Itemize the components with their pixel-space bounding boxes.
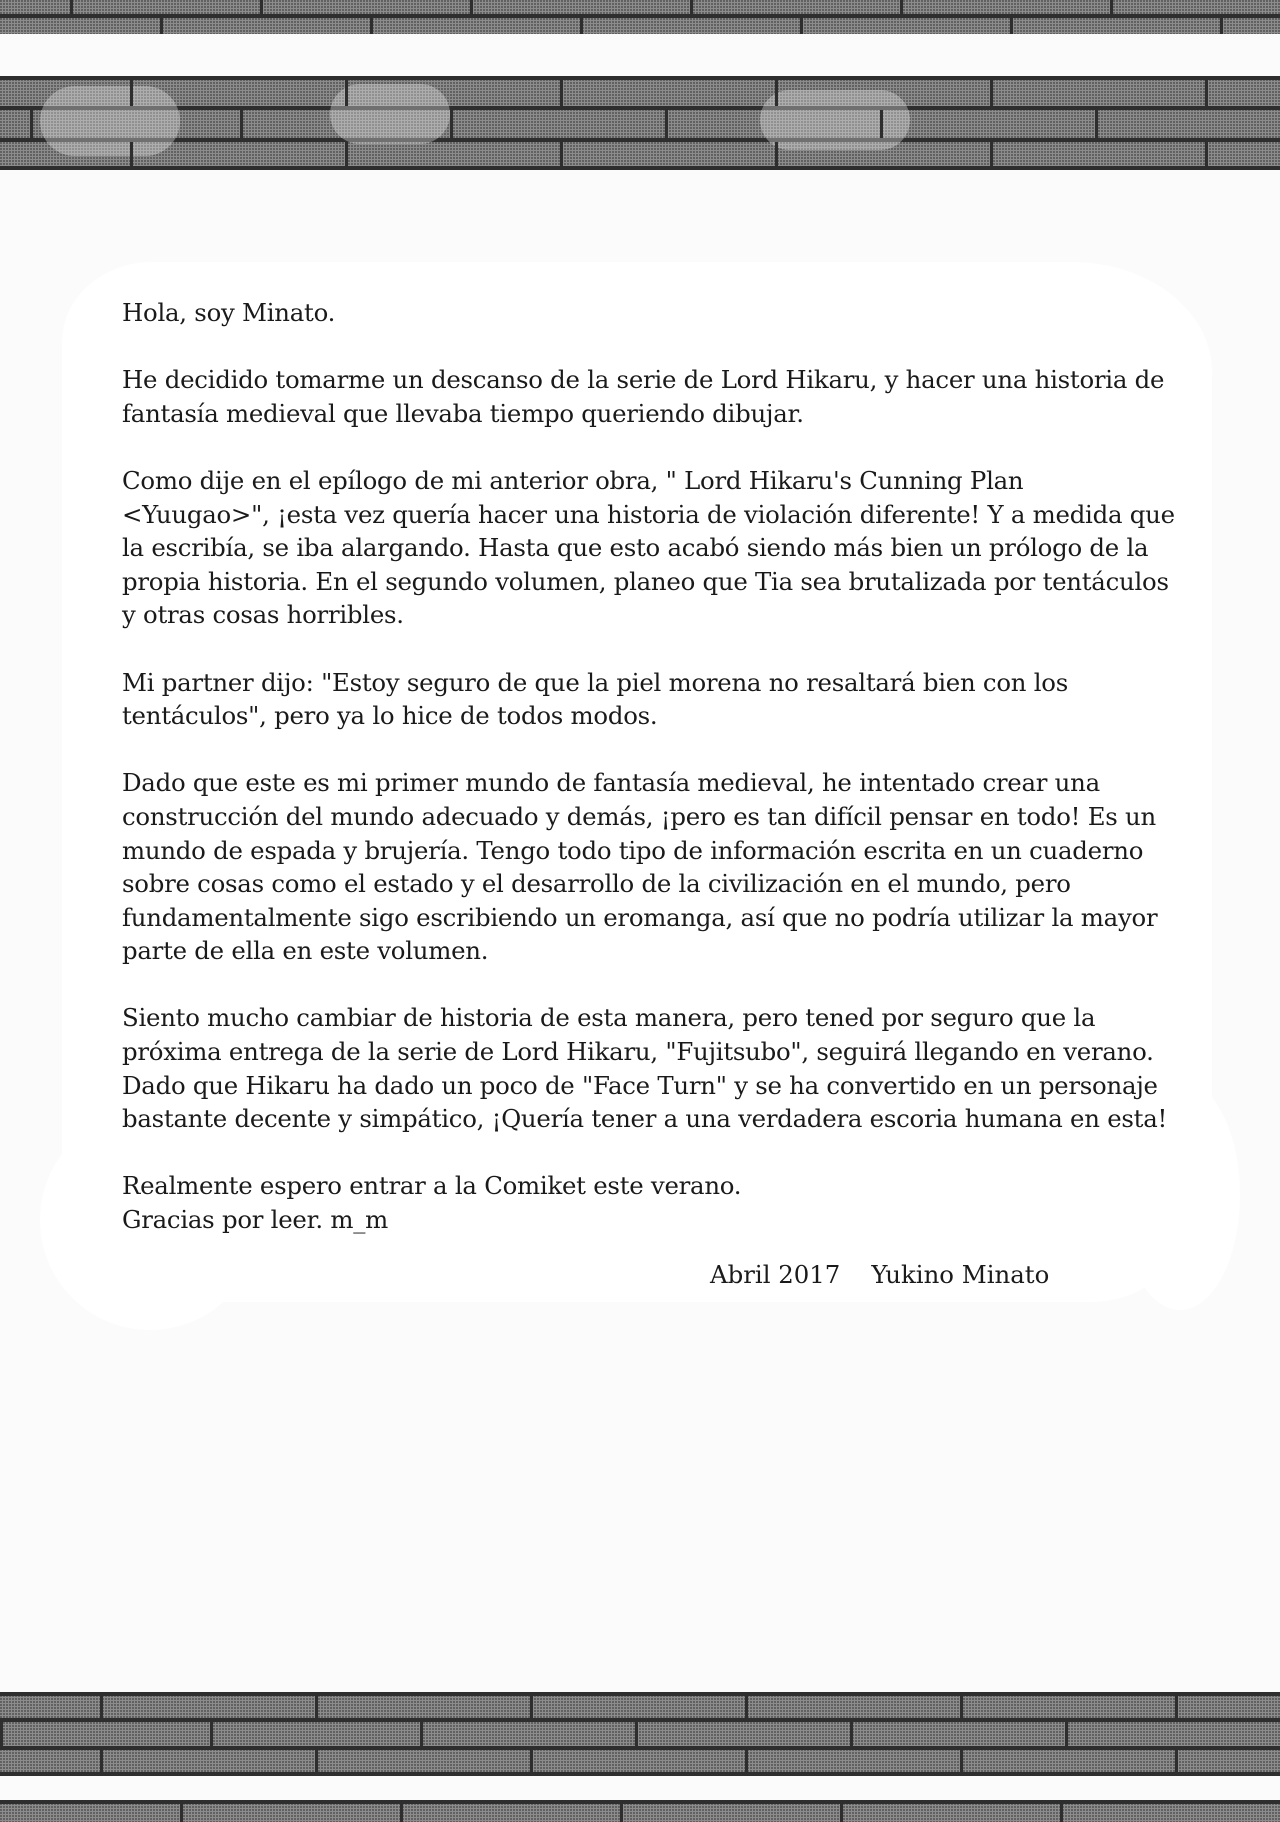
bottom-screentone-strip	[0, 1800, 1280, 1822]
letter-signature: Abril 2017 Yukino Minato	[710, 1260, 1050, 1289]
letter-greeting: Hola, soy Minato.	[122, 298, 336, 327]
letter-paragraph: Dado que este es mi primer mundo de fantasía medieval, he intentado crear una construcción del mundo adecuado y demás, ¡pero es tan difícil pensar en todo! Es un mundo de espada y brujería. Tengo todo tipo de información escrita en un cuaderno sobre cosas como el estado y el desarrollo de la civilización en el mundo, pero fundamentalmente sigo escribiendo un eromanga, así que no podría utilizar la mayor parte de ella en este volumen.	[122, 768, 1158, 966]
letter-paragraph: Siento mucho cambiar de historia de esta manera, pero tened por seguro que la próxima entrega de la serie de Lord Hikaru, "Fujitsubo", seguirá llegando en verano. Dado que Hikaru ha dado un poco de "Face Turn" y se ha convertido en un personaje bastante decente y simpático, ¡Quería tener a una verdadera escoria humana en esta!	[122, 1003, 1168, 1134]
letter-paragraph: Como dije en el epílogo de mi anterior obra, " Lord Hikaru's Cunning Plan <Yuugao>", ¡esta vez quería hacer una historia de violación diferente! Y a medida que la escribía, se iba alargando. Hasta que esto acabó siendo más bien un prólogo de la propia historia. En el segundo volumen, planeo que Tia sea brutalizada por tentáculos y otras cosas horribles.	[122, 465, 1175, 630]
letter-paragraph: Mi partner dijo: "Estoy seguro de que la piel morena no resaltará bien con los tentáculos", pero ya lo hice de todos modos.	[122, 667, 1068, 731]
letter-paragraph: He decidido tomarme un descanso de la serie de Lord Hikaru, y hacer una historia de fantasía medieval que llevaba tiempo queriendo dibujar.	[122, 365, 1165, 428]
top-screentone-strip	[0, 0, 1280, 34]
letter-closing: Realmente espero entrar a la Comiket este verano. Gracias por leer. m_m	[122, 1171, 742, 1235]
header-brick-band	[0, 76, 1280, 170]
footer-brick-band	[0, 1692, 1280, 1776]
letter-body	[122, 296, 1192, 1237]
